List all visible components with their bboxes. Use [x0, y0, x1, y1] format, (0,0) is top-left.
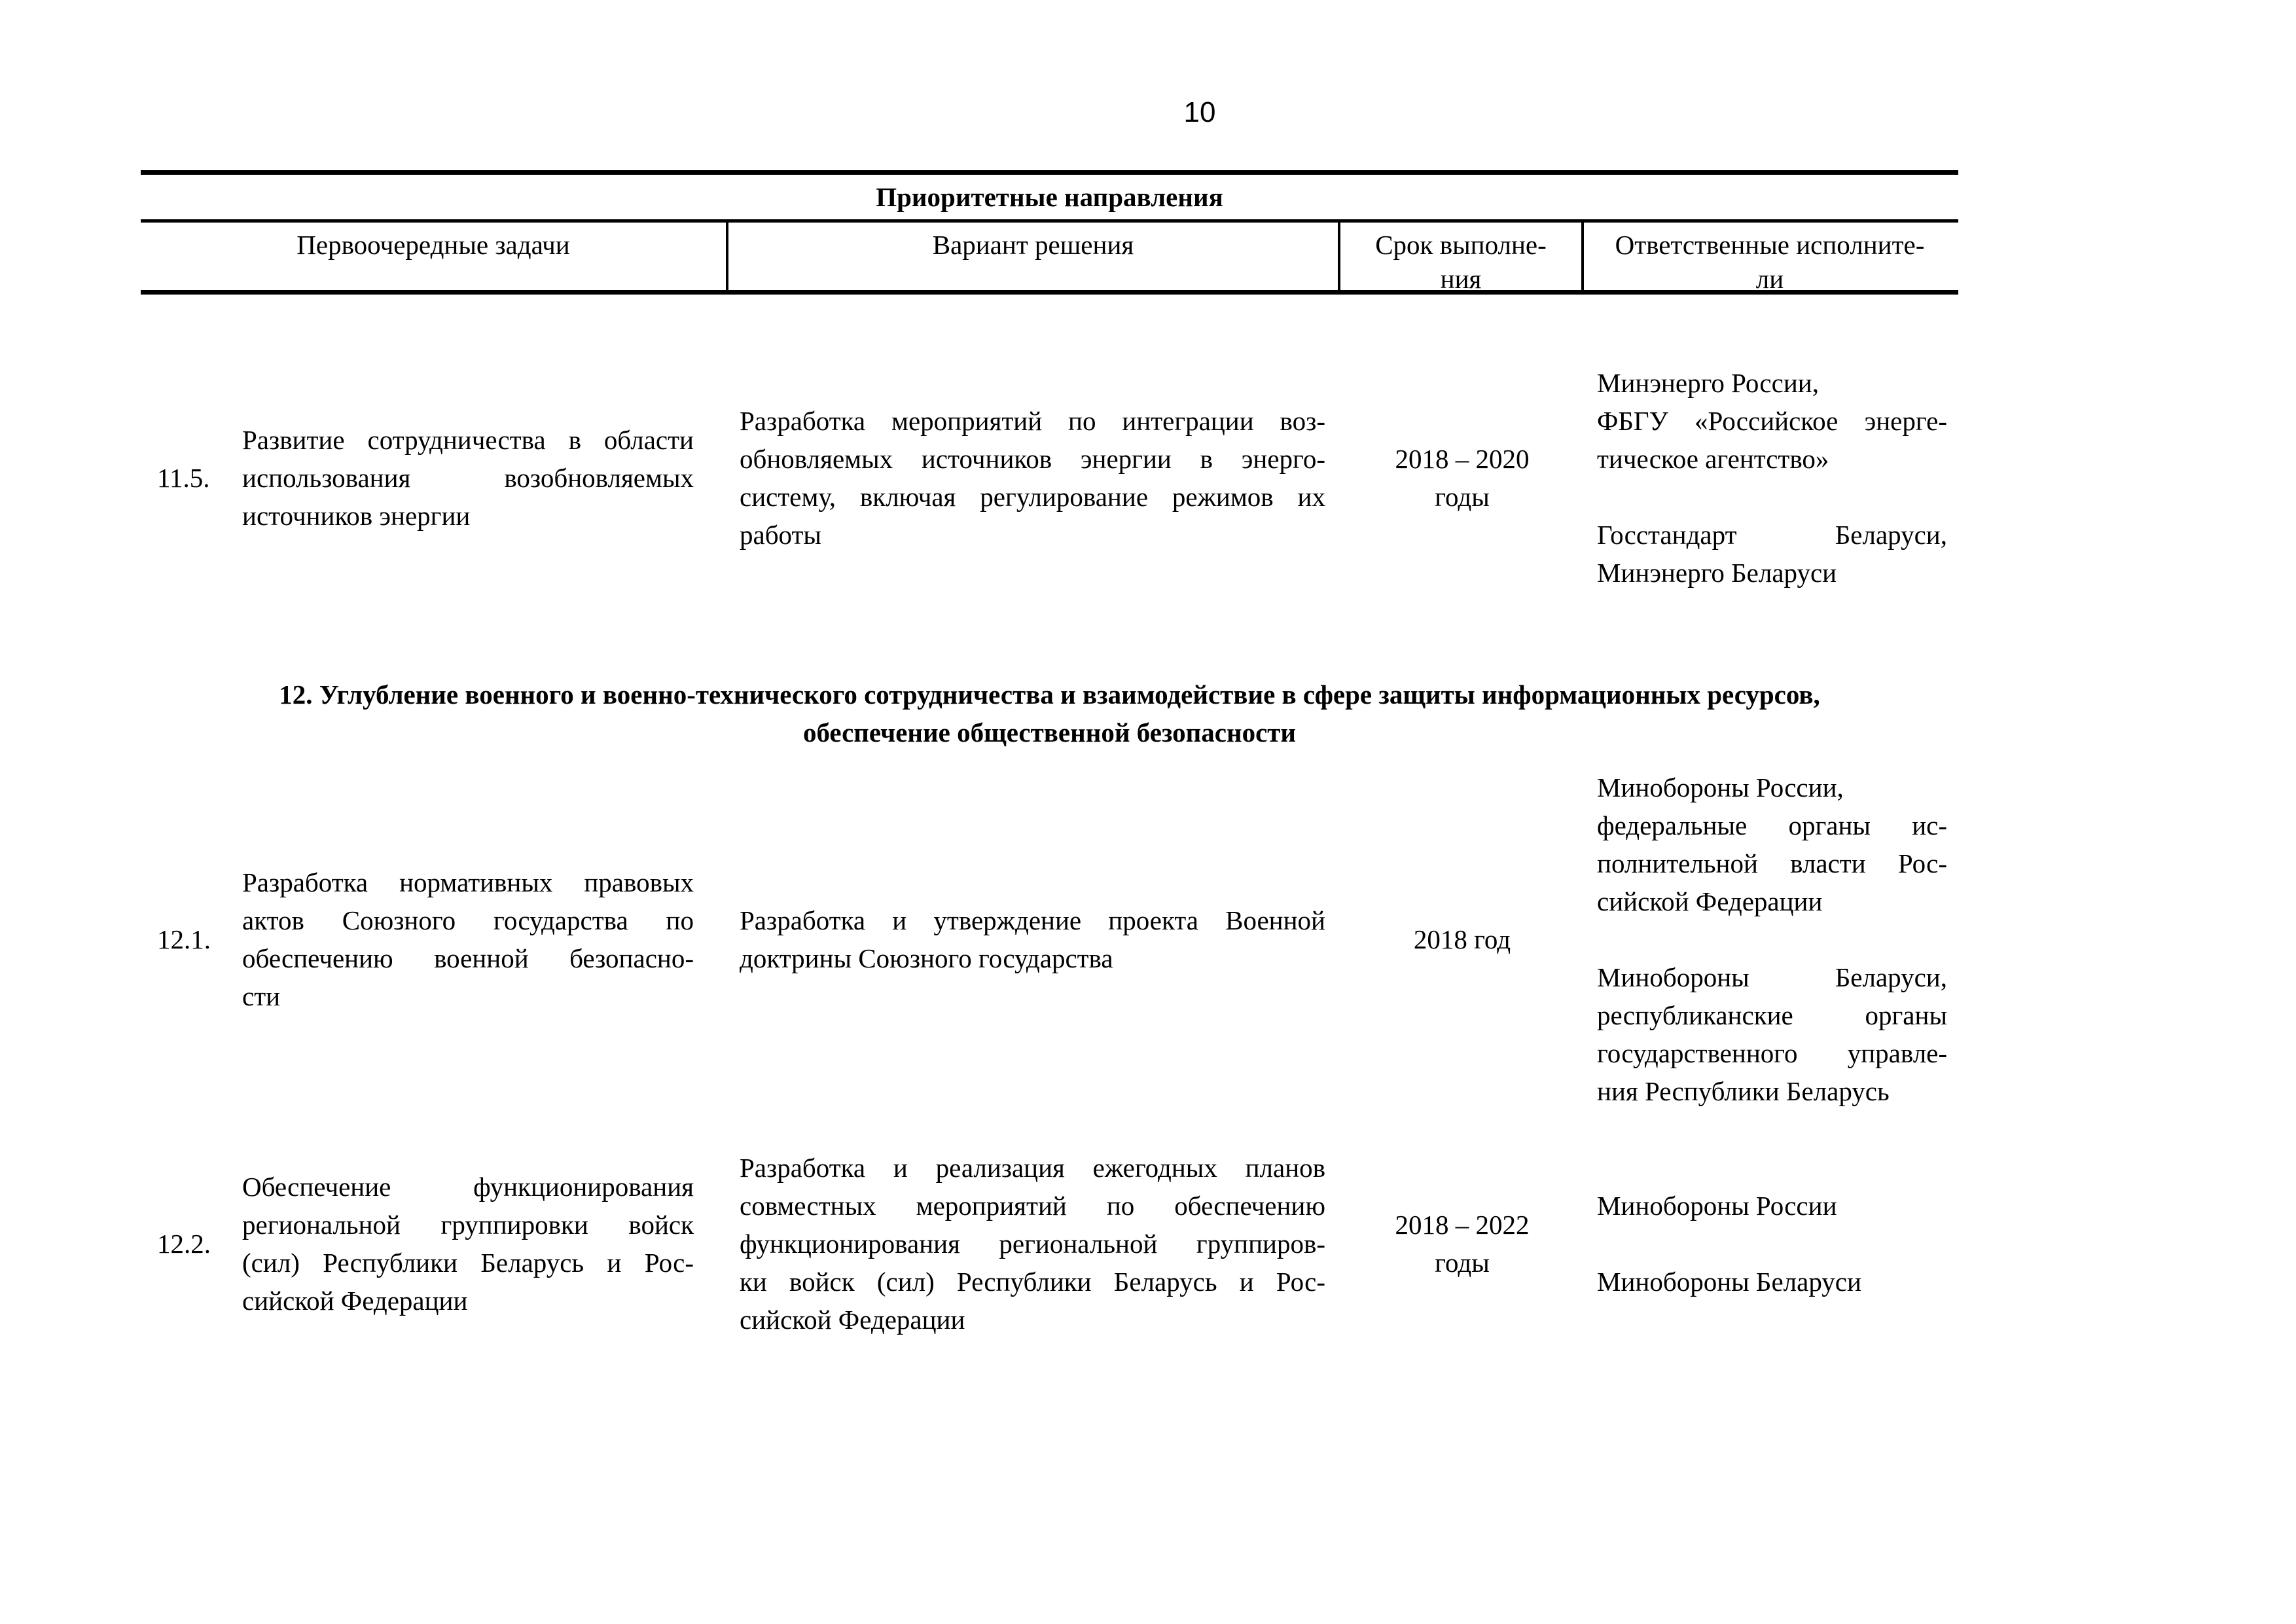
table-row-12-2	[141, 1113, 1958, 1375]
paragraph	[141, 228, 726, 262]
text-line: Минобороны Беларуси,	[1597, 962, 1947, 992]
paragraph	[1597, 768, 1947, 806]
cell-solution-12-1	[728, 901, 1340, 977]
cell-responsible-12-1	[1584, 768, 1958, 1110]
task-text-11-5	[242, 421, 694, 535]
priority-directions-table	[141, 170, 1958, 1375]
section-header-12	[141, 661, 1958, 766]
paragraph	[1597, 364, 1947, 402]
paragraph	[1340, 1244, 1584, 1282]
cell-task-12-1	[141, 863, 728, 1015]
text-line: сийской Федерации	[242, 1286, 468, 1316]
page-number: 10	[1183, 96, 1216, 128]
paragraph	[1584, 228, 1956, 262]
text-line: Минобороны России,	[1597, 772, 1844, 803]
paragraph	[1597, 806, 1947, 920]
text-line: региональной группировки войск	[242, 1210, 694, 1240]
text-line: Обеспечение функционирования	[242, 1172, 694, 1202]
text-line: обновляемых источников энергии в энерго-	[740, 444, 1325, 474]
cell-responsible-11-5	[1584, 364, 1958, 592]
task-text-12-1	[242, 863, 694, 1015]
text-line: Срок выполне-	[1375, 230, 1547, 260]
cell-task-11-5	[141, 421, 728, 535]
text-line: ли	[1755, 264, 1784, 294]
paragraph	[1597, 516, 1947, 592]
text-line: Развитие сотрудничества в области	[242, 425, 694, 455]
table-row-12-1	[141, 766, 1958, 1113]
paragraph	[242, 863, 694, 1015]
cell-solution-12-2	[728, 1149, 1340, 1339]
paragraph	[1597, 920, 1947, 958]
paragraph	[242, 1168, 694, 1320]
row-number-12-1: 12.1.	[157, 924, 211, 954]
table-row-11-5	[141, 295, 1958, 661]
column-header-solution	[728, 223, 1340, 290]
text-line: обеспечение общественной безопасности	[802, 717, 1297, 748]
text-line: совместных мероприятий по обеспечению	[740, 1191, 1325, 1221]
paragraph	[1597, 1263, 1947, 1301]
text-line: сийской Федерации	[1597, 886, 1823, 916]
text-line: сти	[242, 981, 281, 1011]
paragraph	[740, 1149, 1325, 1339]
text-line: Минобороны России	[1597, 1191, 1837, 1221]
text-line	[1597, 920, 1947, 958]
cell-solution-11-5	[728, 402, 1340, 554]
task-text-12-2	[242, 1168, 694, 1320]
text-line: сийской Федерации	[740, 1305, 965, 1335]
paragraph	[740, 901, 1325, 977]
text-line: источников энергии	[242, 501, 471, 531]
text-line: государственного управле-	[1597, 1038, 1947, 1068]
text-line: Разработка и утверждение проекта Военной	[740, 905, 1325, 935]
paragraph	[1340, 920, 1584, 958]
text-line: ния Республики Беларусь	[1597, 1076, 1890, 1106]
text-line: годы	[1435, 482, 1490, 512]
paragraph	[1597, 1225, 1947, 1263]
text-line	[1597, 1225, 1947, 1263]
text-line: Госстандарт Беларуси,	[1597, 520, 1947, 550]
paragraph	[1597, 402, 1947, 478]
text-line: ния	[1440, 264, 1482, 294]
text-line: Минобороны Беларуси	[1597, 1267, 1861, 1297]
paragraph	[242, 421, 694, 535]
paragraph	[1597, 478, 1947, 516]
text-line: ки войск (сил) Республики Беларусь и Рос-	[740, 1267, 1325, 1297]
text-line: 2018 год	[1413, 924, 1511, 954]
paragraph	[740, 402, 1325, 554]
text-line: полнительной власти Рос-	[1597, 848, 1947, 878]
paragraph	[728, 228, 1338, 262]
text-line: актов Союзного государства по	[242, 905, 694, 935]
row-number-12-2: 12.2.	[157, 1229, 211, 1259]
paragraph	[1340, 228, 1581, 262]
text-line: федеральные органы ис-	[1597, 810, 1947, 840]
text-line: доктрины Союзного государства	[740, 943, 1113, 973]
text-line: Вариант решения	[932, 230, 1134, 260]
text-line: систему, включая регулирование режимов их	[740, 482, 1325, 512]
text-line: Разработка нормативных правовых	[242, 867, 694, 897]
paragraph	[141, 676, 1958, 713]
table-header-row	[141, 223, 1958, 295]
text-line	[1597, 478, 1947, 516]
text-line: Первоочередные задачи	[296, 230, 570, 260]
text-line: Разработка мероприятий по интеграции воз-	[740, 406, 1325, 436]
cell-responsible-12-2	[1584, 1187, 1958, 1301]
column-header-tasks	[141, 223, 728, 290]
text-line: тическое агентство»	[1597, 444, 1829, 474]
text-line: использования возобновляемых	[242, 463, 694, 493]
column-header-term	[1340, 223, 1584, 294]
text-line: Разработка и реализация ежегодных планов	[740, 1153, 1325, 1183]
paragraph	[1340, 478, 1584, 516]
text-line: 2018 – 2020	[1395, 444, 1530, 474]
cell-term-12-1	[1340, 920, 1584, 958]
text-line: 2018 – 2022	[1395, 1210, 1530, 1240]
text-line: годы	[1435, 1248, 1490, 1278]
paragraph	[1597, 958, 1947, 1110]
text-line: ФБГУ «Российское энерге-	[1597, 406, 1947, 436]
text-line: Ответственные исполните-	[1615, 230, 1925, 260]
text-line: республиканские органы	[1597, 1000, 1947, 1030]
paragraph	[1340, 262, 1581, 296]
row-number-11-5: 11.5.	[157, 463, 210, 493]
text-line: Минэнерго России,	[1597, 368, 1819, 398]
paragraph	[1584, 262, 1956, 296]
table-title: Приоритетные направления	[141, 175, 1958, 223]
text-line: 12. Углубление военного и военно-технического сотрудничества и взаимодействие в сфере защиты информационных ресурсов,	[279, 679, 1820, 710]
text-line: обеспечению военной безопасно-	[242, 943, 694, 973]
paragraph	[1340, 440, 1584, 478]
cell-task-12-2	[141, 1168, 728, 1320]
column-header-responsible	[1584, 223, 1956, 294]
text-line: Минэнерго Беларуси	[1597, 558, 1837, 588]
text-line: функционирования региональной группиров-	[740, 1229, 1325, 1259]
text-line: работы	[740, 520, 821, 550]
paragraph	[1597, 1187, 1947, 1225]
paragraph	[1340, 1206, 1584, 1244]
paragraph	[141, 713, 1958, 751]
cell-term-12-2	[1340, 1206, 1584, 1282]
text-line: (сил) Республики Беларусь и Рос-	[242, 1248, 694, 1278]
cell-term-11-5	[1340, 440, 1584, 516]
